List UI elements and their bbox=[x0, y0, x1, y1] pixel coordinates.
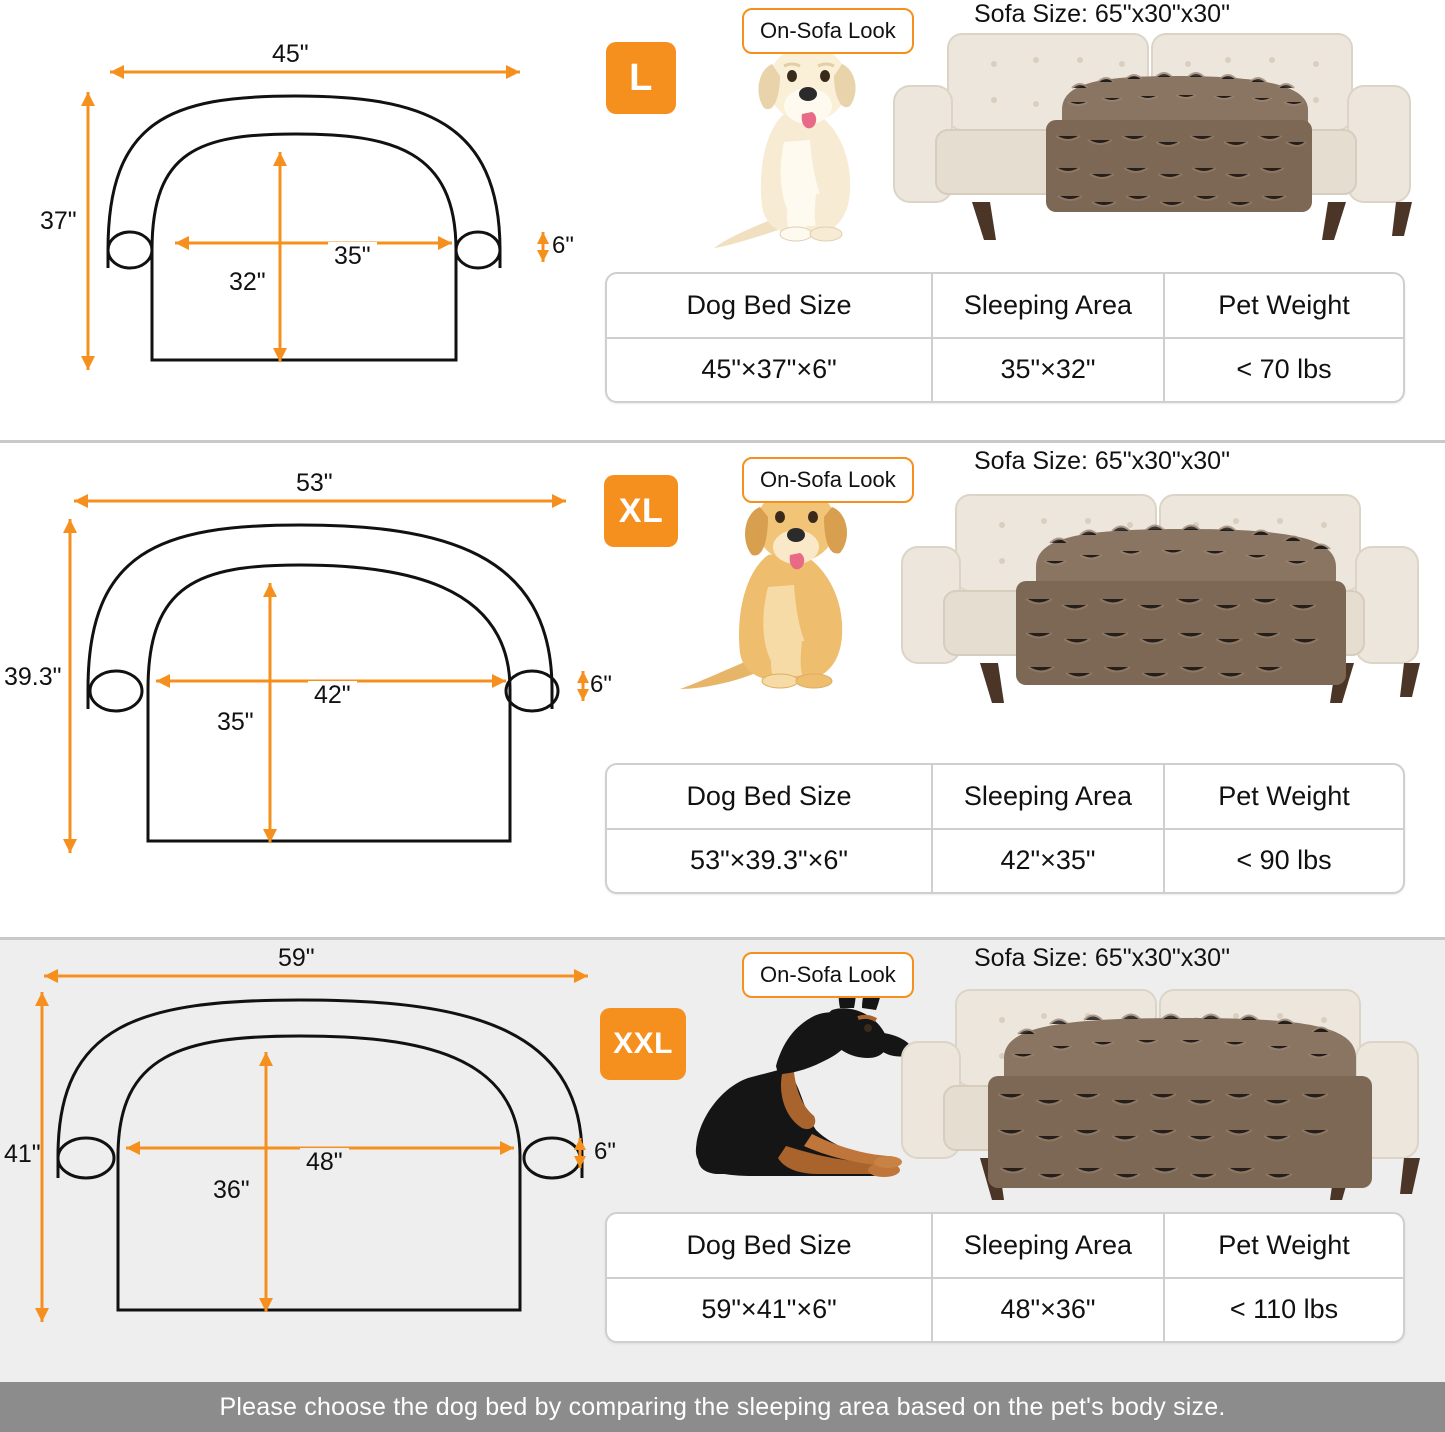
bed-diagram-large bbox=[0, 0, 595, 440]
value-pet-weight: < 110 lbs bbox=[1229, 1294, 1339, 1325]
dim-inner-height-xxlarge: 36" bbox=[208, 1176, 255, 1205]
on-sofa-look-tag-xxlarge: On-Sofa Look bbox=[742, 952, 914, 998]
preview-pane-xxlarge bbox=[596, 940, 1445, 1382]
dim-inner-width-large: 35" bbox=[328, 242, 377, 271]
bed-outline-svg-xlarge bbox=[0, 443, 595, 937]
dim-inner-height-large: 32" bbox=[224, 268, 271, 297]
dim-width-large: 45" bbox=[272, 40, 309, 68]
sofa-size-label-large: Sofa Size: 65"x30"x30" bbox=[974, 0, 1230, 28]
size-badge-xxlarge: XXL bbox=[600, 1008, 686, 1080]
spec-table-large bbox=[605, 272, 1405, 403]
value-bed-size: 53"×39.3"×6" bbox=[607, 830, 933, 893]
value-sleeping-area: 42"×35" bbox=[933, 830, 1165, 893]
dim-thickness-xxlarge: 6" bbox=[594, 1138, 616, 1165]
value-pet-weight: < 90 lbs bbox=[1236, 845, 1332, 876]
value-sleeping-area: 35"×32" bbox=[933, 339, 1165, 402]
header-pet-weight: Pet Weight bbox=[1218, 1229, 1350, 1260]
diagram-pane-xxlarge bbox=[0, 940, 616, 1382]
on-sofa-look-tag-large: On-Sofa Look bbox=[742, 8, 914, 54]
sofa-with-cover-illustration-xxlarge bbox=[884, 980, 1444, 1230]
size-row-large bbox=[0, 0, 1445, 443]
header-sleeping-area: Sleeping Area bbox=[933, 274, 1165, 337]
dim-height-xxlarge: 41" bbox=[4, 1140, 41, 1168]
sofa-with-cover-illustration-xlarge bbox=[884, 485, 1444, 735]
size-badge-large: L bbox=[606, 42, 676, 114]
header-bed-size: Dog Bed Size bbox=[607, 765, 933, 828]
on-sofa-look-tag-xlarge: On-Sofa Look bbox=[742, 457, 914, 503]
diagram-pane-xlarge bbox=[0, 443, 612, 937]
spec-table-xlarge bbox=[605, 763, 1405, 894]
dim-thickness-large: 6" bbox=[552, 232, 574, 259]
value-bed-size: 45"×37"×6" bbox=[607, 339, 933, 402]
preview-pane-xlarge bbox=[596, 443, 1445, 937]
header-bed-size: Dog Bed Size bbox=[607, 1214, 933, 1277]
dim-width-xlarge: 53" bbox=[296, 469, 333, 497]
footer-note: Please choose the dog bed by comparing the sleeping area based on the pet's body size. bbox=[0, 1382, 1445, 1432]
dim-inner-height-xlarge: 35" bbox=[212, 708, 259, 737]
size-row-xxlarge bbox=[0, 940, 1445, 1382]
sofa-size-label-xxlarge: Sofa Size: 65"x30"x30" bbox=[974, 944, 1230, 972]
spec-table-header-row bbox=[607, 765, 1403, 830]
preview-pane-large bbox=[596, 0, 1445, 440]
size-row-xlarge bbox=[0, 443, 1445, 940]
sofa-size-label-xlarge: Sofa Size: 65"x30"x30" bbox=[974, 447, 1230, 475]
header-pet-weight: Pet Weight bbox=[1218, 780, 1350, 811]
diagram-pane-large bbox=[0, 0, 595, 440]
table-row bbox=[607, 339, 1403, 402]
spec-table-header-row bbox=[607, 1214, 1403, 1279]
spec-table-header-row bbox=[607, 274, 1403, 339]
dim-height-xlarge: 39.3" bbox=[4, 663, 62, 691]
table-row bbox=[607, 830, 1403, 893]
header-pet-weight: Pet Weight bbox=[1218, 289, 1350, 320]
sofa-with-cover-illustration-large bbox=[876, 24, 1436, 254]
bed-diagram-xlarge bbox=[0, 443, 612, 937]
value-sleeping-area: 48"×36" bbox=[933, 1279, 1165, 1342]
header-bed-size: Dog Bed Size bbox=[607, 274, 933, 337]
dim-inner-width-xlarge: 42" bbox=[308, 681, 357, 710]
dim-width-xxlarge: 59" bbox=[278, 944, 315, 972]
value-pet-weight: < 70 lbs bbox=[1236, 354, 1332, 385]
bed-outline-svg-xxlarge bbox=[0, 940, 595, 1332]
dim-thickness-xlarge: 6" bbox=[590, 671, 612, 698]
spec-table-xxlarge bbox=[605, 1212, 1405, 1343]
size-badge-xlarge: XL bbox=[604, 475, 678, 547]
header-sleeping-area: Sleeping Area bbox=[933, 765, 1165, 828]
dim-inner-width-xxlarge: 48" bbox=[300, 1148, 349, 1177]
dim-height-large: 37" bbox=[40, 207, 77, 235]
table-row bbox=[607, 1279, 1403, 1342]
bed-diagram-xxlarge bbox=[0, 940, 616, 1382]
header-sleeping-area: Sleeping Area bbox=[933, 1214, 1165, 1277]
value-bed-size: 59"×41"×6" bbox=[607, 1279, 933, 1342]
